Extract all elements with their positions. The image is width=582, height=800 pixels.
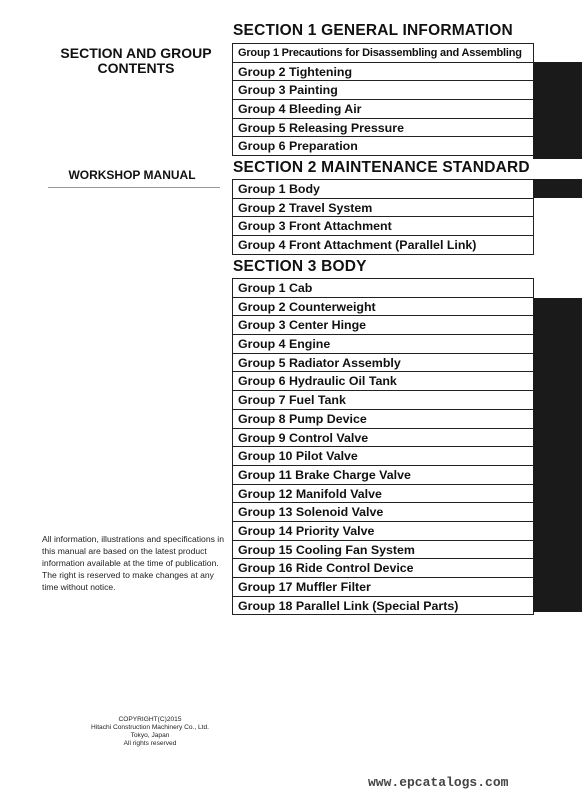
section-3-groups — [232, 278, 534, 615]
group-row[interactable]: Group 8 Pump Device — [233, 410, 533, 429]
group-row[interactable]: Group 13 Solenoid Valve — [233, 503, 533, 522]
group-row[interactable]: Group 4 Bleeding Air — [233, 100, 533, 119]
group-row[interactable]: Group 1 Body — [233, 180, 533, 199]
group-row[interactable]: Group 11 Brake Charge Valve — [233, 466, 533, 485]
group-row[interactable]: Group 18 Parallel Link (Special Parts) — [233, 597, 533, 616]
title-line-1: SECTION AND GROUP — [60, 45, 212, 61]
group-row[interactable]: Group 7 Fuel Tank — [233, 391, 533, 410]
group-row[interactable]: Group 9 Control Valve — [233, 429, 533, 448]
title-line-2: CONTENTS — [97, 60, 175, 76]
workshop-manual-rule — [48, 187, 220, 188]
section-1-heading: SECTION 1 GENERAL INFORMATION — [233, 22, 513, 39]
group-row[interactable]: Group 14 Priority Valve — [233, 522, 533, 541]
group-row[interactable]: Group 5 Radiator Assembly — [233, 354, 533, 373]
notice-text: All information, illustrations and specifications in this manual are based on the latest product information available at the time of publication. The right is reserved to make changes at any time without notice. — [42, 534, 224, 592]
group-row[interactable]: Group 16 Ride Control Device — [233, 559, 533, 578]
group-row[interactable]: Group 1 Precautions for Disassembling and Assembling — [233, 44, 533, 63]
watermark-text: www.epcatalogs.com — [368, 775, 509, 790]
group-row[interactable]: Group 6 Preparation — [233, 137, 533, 156]
group-row[interactable]: Group 3 Front Attachment — [233, 217, 533, 236]
group-row[interactable]: Group 12 Manifold Valve — [233, 485, 533, 504]
copyright-line: COPYRIGHT(C)2015 — [118, 716, 182, 723]
section-2-groups — [232, 179, 534, 255]
section-2-tab[interactable] — [533, 179, 582, 198]
group-row[interactable]: Group 6 Hydraulic Oil Tank — [233, 372, 533, 391]
group-row[interactable]: Group 1 Cab — [233, 279, 533, 298]
group-row[interactable]: Group 2 Tightening — [233, 63, 533, 82]
group-row[interactable]: Group 17 Muffler Filter — [233, 578, 533, 597]
group-row[interactable]: Group 4 Front Attachment (Parallel Link) — [233, 236, 533, 255]
section-3-heading: SECTION 3 BODY — [233, 258, 367, 275]
section-3-tab[interactable] — [533, 298, 582, 612]
workshop-manual-label: WORKSHOP MANUAL — [68, 168, 196, 182]
group-row[interactable]: Group 3 Painting — [233, 81, 533, 100]
section-1-groups — [232, 43, 534, 156]
group-row[interactable]: Group 2 Travel System — [233, 199, 533, 218]
copyright-line: All rights reserved — [123, 740, 177, 747]
group-row[interactable]: Group 2 Counterweight — [233, 298, 533, 317]
group-row[interactable]: Group 10 Pilot Valve — [233, 447, 533, 466]
group-row[interactable]: Group 15 Cooling Fan System — [233, 541, 533, 560]
group-row[interactable]: Group 5 Releasing Pressure — [233, 119, 533, 138]
section-1-tab[interactable] — [533, 62, 582, 159]
copyright-line: Tokyo, Japan — [130, 732, 170, 739]
group-row[interactable]: Group 4 Engine — [233, 335, 533, 354]
copyright-line: Hitachi Construction Machinery Co., Ltd. — [90, 724, 209, 731]
group-row[interactable]: Group 3 Center Hinge — [233, 316, 533, 335]
copyright-block — [90, 716, 210, 748]
section-group-contents-title — [36, 46, 236, 76]
section-2-heading: SECTION 2 MAINTENANCE STANDARD — [233, 159, 530, 176]
